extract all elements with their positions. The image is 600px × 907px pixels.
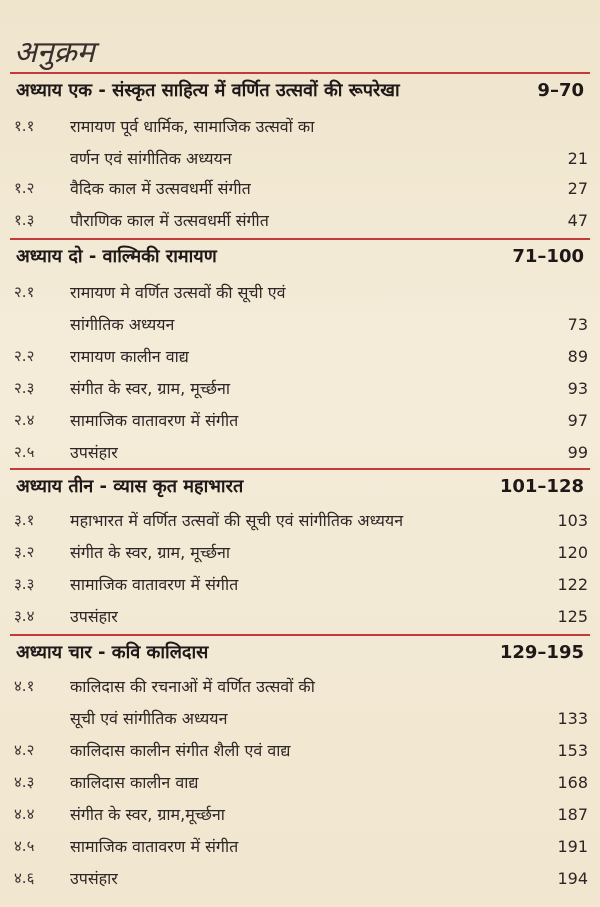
entry-page: 97 (567, 410, 588, 430)
entry-number: ३.४ (14, 607, 35, 625)
toc-entry[interactable] (14, 862, 588, 894)
chapter-title: अध्याय दो - वाल्मिकी रामायण (16, 246, 217, 267)
entry-number: २.४ (14, 411, 35, 429)
entry-page: 194 (557, 868, 588, 888)
entry-number: १.१ (14, 117, 35, 135)
entry-title: उपसंहार (70, 443, 118, 462)
entry-title: संगीत के स्वर, ग्राम, मूर्च्छना (70, 379, 230, 398)
entry-number: ४.१ (14, 677, 35, 695)
entry-title: पौराणिक काल में उत्सवधर्मी संगीत (70, 211, 269, 230)
entry-number: २.२ (14, 347, 35, 365)
entry-page: 103 (557, 510, 588, 530)
entry-page: 122 (557, 574, 588, 594)
entry-page: 187 (557, 804, 588, 824)
entry-page: 153 (557, 740, 588, 760)
toc-entry[interactable] (14, 536, 588, 568)
chapter-page-range: 9–70 (537, 79, 584, 101)
entry-title: संगीत के स्वर, ग्राम,मूर्च्छना (70, 805, 225, 824)
entry-title: वैदिक काल में उत्सवधर्मी संगीत (70, 179, 251, 198)
entry-number: ३.१ (14, 511, 35, 529)
entry-number: २.३ (14, 379, 35, 397)
entry-page: 93 (567, 378, 588, 398)
toc-entry[interactable] (14, 110, 588, 174)
entry-number: ३.३ (14, 575, 35, 593)
entry-page: 133 (557, 708, 588, 728)
entry-page: 89 (567, 346, 588, 366)
entry-title-continued: सूची एवं सांगीतिक अध्ययन (70, 709, 228, 728)
chapter-heading-3[interactable] (10, 468, 590, 502)
chapter-heading-4[interactable] (10, 634, 590, 668)
toc-entry[interactable] (14, 568, 588, 600)
toc-entry[interactable] (14, 504, 588, 536)
toc-entry[interactable] (14, 404, 588, 436)
toc-entry[interactable] (14, 670, 588, 734)
toc-entry[interactable] (14, 734, 588, 766)
entry-page: 168 (557, 772, 588, 792)
entry-title: सामाजिक वातावरण में संगीत (70, 575, 239, 594)
entry-title: संगीत के स्वर, ग्राम, मूर्च्छना (70, 543, 230, 562)
toc-entry[interactable] (14, 436, 588, 468)
entry-page: 120 (557, 542, 588, 562)
chapter-page-range: 129–195 (499, 641, 584, 663)
entry-number: ३.२ (14, 543, 35, 561)
entry-page: 191 (557, 836, 588, 856)
entry-title: उपसंहार (70, 607, 118, 626)
chapter-title: अध्याय एक - संस्कृत साहित्य में वर्णित उत्सवों की रूपरेखा (16, 80, 400, 101)
entry-page: 27 (567, 178, 588, 198)
entry-title: कालिदास कालीन संगीत शैली एवं वाद्य (70, 741, 291, 760)
entry-title: महाभारत में वर्णित उत्सवों की सूची एवं सांगीतिक अध्ययन (70, 511, 404, 530)
entry-title: उपसंहार (70, 869, 118, 888)
entry-number: ४.४ (14, 805, 35, 823)
entry-number: २.१ (14, 283, 35, 301)
entry-page: 21 (567, 148, 588, 168)
entry-page: 47 (567, 210, 588, 230)
entry-title-continued: सांगीतिक अध्ययन (70, 315, 175, 334)
chapter-heading-1[interactable] (10, 72, 590, 106)
chapter-title: अध्याय तीन - व्यास कृत महाभारत (16, 476, 244, 497)
entry-title-continued: वर्णन एवं सांगीतिक अध्ययन (70, 149, 232, 168)
entry-page: 125 (557, 606, 588, 626)
entry-number: ४.५ (14, 837, 35, 855)
entry-title: कालिदास की रचनाओं में वर्णित उत्सवों की (70, 677, 315, 696)
entry-number: ४.३ (14, 773, 35, 791)
toc-entry[interactable] (14, 340, 588, 372)
entry-title: सामाजिक वातावरण में संगीत (70, 837, 239, 856)
entry-number: २.५ (14, 443, 35, 461)
toc-entry[interactable] (14, 766, 588, 798)
chapter-page-range: 71–100 (512, 245, 584, 267)
entry-title: कालिदास कालीन वाद्य (70, 773, 199, 792)
entry-page: 73 (567, 314, 588, 334)
entry-title: रामायण मे वर्णित उत्सवों की सूची एवं (70, 283, 286, 302)
toc-entry[interactable] (14, 798, 588, 830)
toc-entry[interactable] (14, 830, 588, 862)
toc-entry[interactable] (14, 172, 588, 204)
entry-number: ४.६ (14, 869, 35, 887)
chapter-title: अध्याय चार - कवि कालिदास (16, 642, 209, 663)
entry-number: १.२ (14, 179, 35, 197)
toc-entry[interactable] (14, 372, 588, 404)
entry-title: सामाजिक वातावरण में संगीत (70, 411, 239, 430)
entry-title: रामायण पूर्व धार्मिक, सामाजिक उत्सवों का (70, 117, 315, 136)
toc-entry[interactable] (14, 600, 588, 632)
entry-page: 99 (567, 442, 588, 462)
toc-entry[interactable] (14, 204, 588, 236)
page-heading: अनुक्रम (14, 35, 95, 70)
chapter-page-range: 101–128 (499, 475, 584, 497)
entry-title: रामायण कालीन वाद्य (70, 347, 189, 366)
chapter-heading-2[interactable] (10, 238, 590, 272)
entry-number: १.३ (14, 211, 35, 229)
entry-number: ४.२ (14, 741, 35, 759)
toc-entry[interactable] (14, 276, 588, 340)
